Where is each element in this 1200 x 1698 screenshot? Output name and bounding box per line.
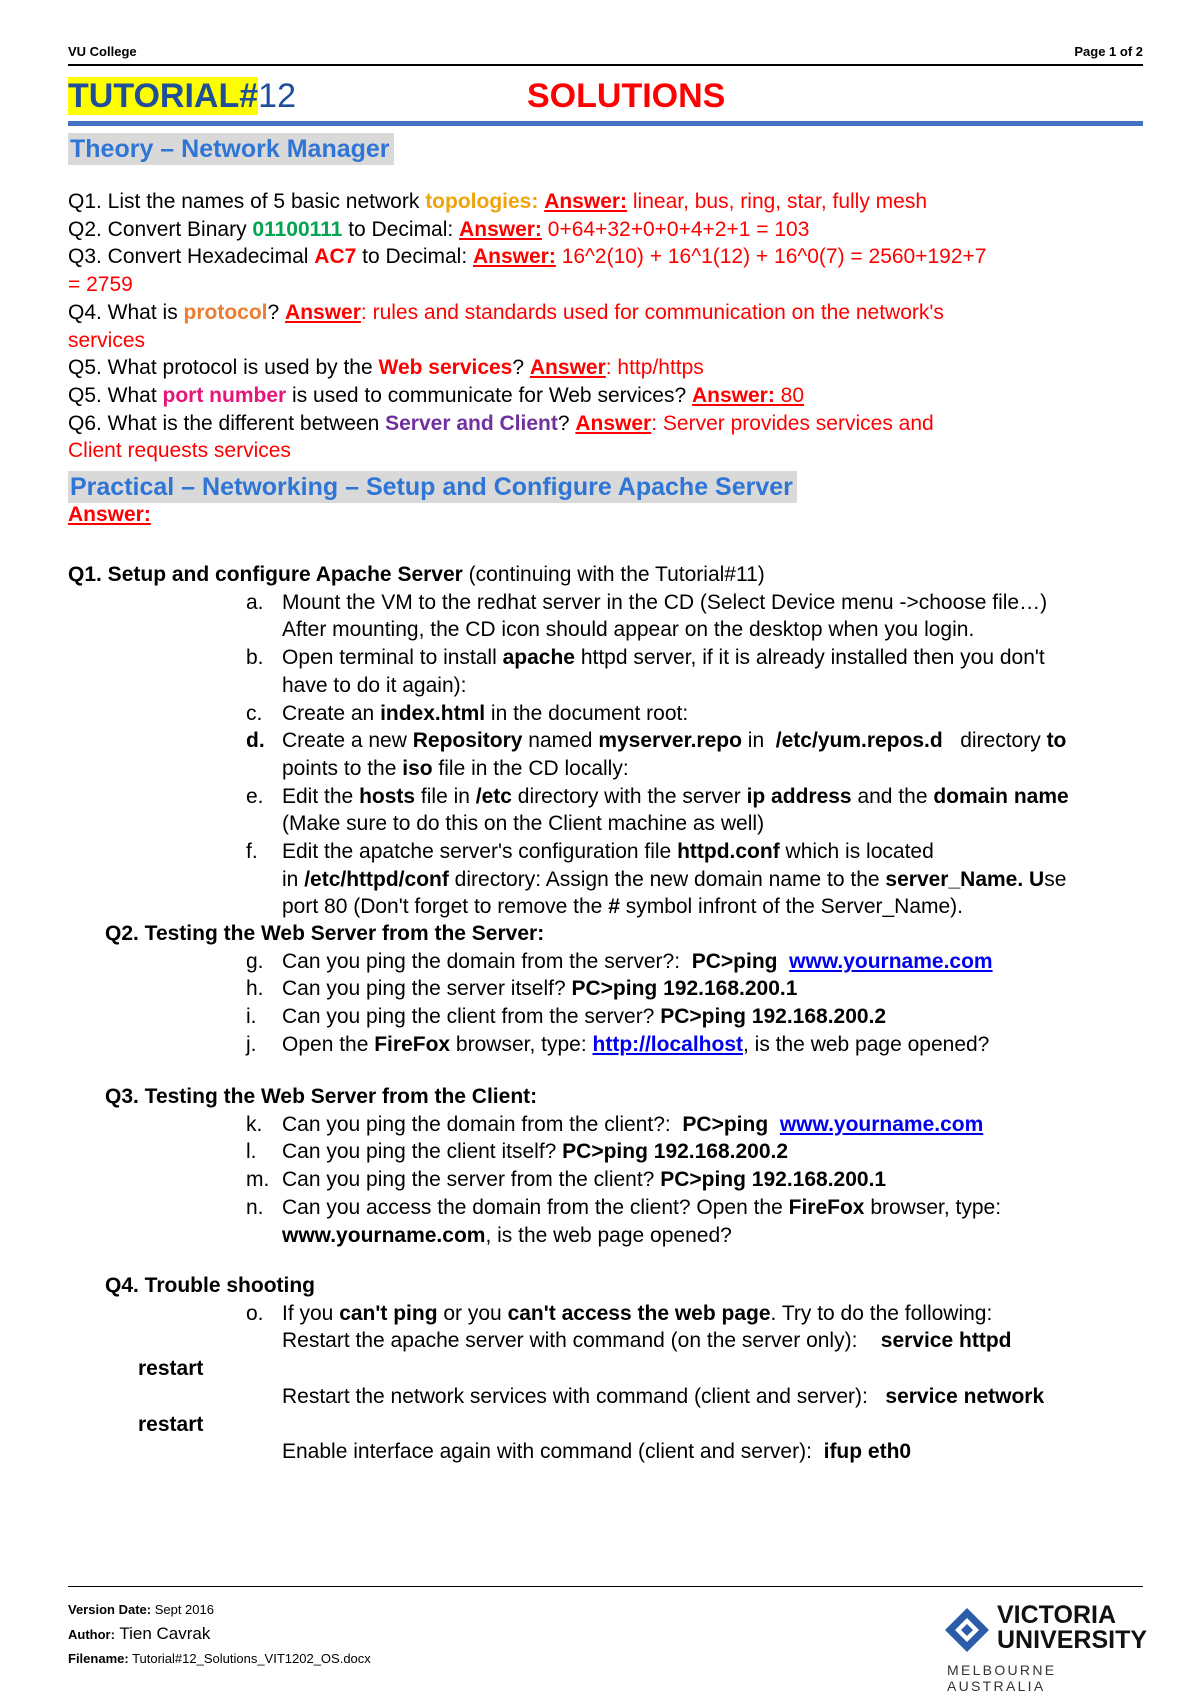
theory-q3-cont: = 2759: [68, 273, 133, 297]
theory-heading: Theory – Network Manager: [68, 133, 394, 165]
theory-q1: Q1. List the names of 5 basic network topologies: Answer: linear, bus, ring, star, fully mesh: [68, 190, 928, 213]
page-number: Page 1 of 2: [1074, 44, 1143, 59]
restart-network-wrap: restart: [138, 1412, 204, 1436]
list-item-l: l. Can you ping the client itself? PC>ping 192.168.200.2: [246, 1140, 789, 1164]
theory-q2: Q2. Convert Binary 01100111 to Decimal: Answer: 0+64+32+0+0+4+2+1 = 103: [68, 217, 810, 241]
list-item-n: n. Can you access the domain from the client? Open the FireFox browser, type:: [246, 1195, 1002, 1219]
list-item-d: d. Create a new Repository named myserver.repo in /etc/yum.repos.d directory to: [246, 729, 1067, 753]
logo-text-1: VICTORIA: [997, 1601, 1116, 1629]
list-item-n-cont: www.yourname.com, is the web page opened?: [282, 1223, 732, 1247]
list-item-f-cont: in /etc/httpd/conf directory: Assign the new domain name to the server_Name. Use: [282, 867, 1067, 891]
practical-q1: [68, 561, 1148, 921]
theory-q3: Q3. Convert Hexadecimal AC7 to Decimal: Answer: 16^2(10) + 16^1(12) + 16^0(7) = 2560+192+7: [68, 245, 987, 269]
list-item-f: f. Edit the apatche server's configuration file httpd.conf which is located: [246, 840, 934, 864]
list-item-e: e. Edit the hosts file in /etc directory with the server ip address and the domain name: [246, 784, 1069, 808]
list-item-a: a. Mount the VM to the redhat server in the CD (Select Device menu ->choose file…): [246, 590, 1048, 614]
practical-answer-label: Answer:: [68, 503, 151, 526]
logo-text-3: MELBOURNE AUSTRALIA: [947, 1662, 1057, 1694]
tutorial-title: [68, 76, 296, 116]
theory-q4: Q4. What is protocol? Answer: rules and standards used for communication on the network's: [68, 300, 944, 324]
practical-q2-title: Q2. Testing the Web Server from the Server:: [105, 922, 545, 945]
practical-heading: Practical – Networking – Setup and Configure Apache Server: [68, 471, 797, 503]
footer-version: Version Date: Sept 2016: [68, 1602, 214, 1617]
theory-q5b: Q5. What port number is used to communicate for Web services? Answer: 80: [68, 383, 805, 407]
page-header: [68, 44, 1143, 59]
theory-q6-cont: Client requests services: [68, 439, 291, 463]
title-divider: [68, 121, 1143, 126]
practical-q1-title: Q1. Setup and configure Apache Server (continuing with the Tutorial#11): [68, 563, 765, 586]
title-row: [68, 76, 1143, 120]
solutions-title: SOLUTIONS: [527, 77, 726, 115]
college-name: VU College: [68, 44, 137, 59]
restart-apache-line: Restart the apache server with command (on the server only): service httpd: [282, 1329, 1012, 1353]
practical-q3: [68, 1083, 1148, 1249]
theory-q4-cont: services: [68, 328, 146, 352]
list-item-g: g. Can you ping the domain from the server?: PC>ping www.yourname.com: [246, 949, 993, 973]
list-item-o: o. If you can't ping or you can't access the web page. Try to do the following:: [246, 1301, 993, 1325]
list-item-b-cont: have to do it again):: [282, 673, 467, 697]
footer-divider: [68, 1586, 1143, 1587]
list-item-i: i. Can you ping the client from the server? PC>ping 192.168.200.2: [246, 1005, 887, 1029]
practical-q4: [68, 1272, 1148, 1466]
tutorial-number: 12: [258, 77, 296, 115]
list-item-e-cont: (Make sure to do this on the Client machine as well): [282, 812, 765, 836]
list-item-j: j. Open the FireFox browser, type: http://localhost, is the web page opened?: [246, 1032, 990, 1056]
practical-q4-title: Q4. Trouble shooting: [105, 1274, 315, 1297]
list-item-h: h. Can you ping the server itself? PC>ping 192.168.200.1: [246, 977, 798, 1001]
tutorial-prefix: TUTORIAL#: [68, 77, 259, 115]
restart-apache-wrap: restart: [138, 1357, 204, 1381]
footer-author: Author: Tien Cavrak: [68, 1624, 211, 1643]
victoria-university-logo: [945, 1596, 1148, 1694]
header-divider: [68, 64, 1143, 66]
footer-filename: Filename: Tutorial#12_Solutions_VIT1202_OS.docx: [68, 1651, 371, 1666]
localhost-link[interactable]: http://localhost: [592, 1032, 743, 1056]
page-footer: [68, 1598, 371, 1671]
list-item-a-cont: After mounting, the CD icon should appear on the desktop when you login.: [282, 618, 975, 642]
domain-link[interactable]: www.yourname.com: [789, 949, 993, 973]
list-item-c: c. Create an index.html in the document root:: [246, 701, 689, 725]
theory-q5a: Q5. What protocol is used by the Web services? Answer: http/https: [68, 356, 704, 380]
practical-q2: [68, 920, 1148, 1059]
restart-network-line: Restart the network services with command (client and server): service network: [282, 1384, 1045, 1408]
domain-link-client[interactable]: www.yourname.com: [779, 1112, 984, 1136]
list-item-d-cont: points to the iso file in the CD locally:: [282, 756, 629, 780]
practical-q3-title: Q3. Testing the Web Server from the Client:: [105, 1085, 538, 1108]
enable-interface-line: Enable interface again with command (client and server): ifup eth0: [282, 1440, 912, 1464]
theory-questions: [68, 188, 1148, 465]
list-item-m: m. Can you ping the server from the client? PC>ping 192.168.200.1: [246, 1168, 887, 1192]
list-item-k: k. Can you ping the domain from the client?: PC>ping www.yourname.com: [246, 1112, 984, 1136]
logo-text-2: UNIVERSITY: [997, 1626, 1148, 1654]
list-item-b: b. Open terminal to install apache httpd server, if it is already installed then you don't: [246, 646, 1045, 670]
list-item-f-cont2: port 80 (Don't forget to remove the # symbol infront of the Server_Name).: [282, 895, 964, 919]
theory-q6: Q6. What is the different between Server and Client? Answer: Server provides services and: [68, 411, 934, 435]
